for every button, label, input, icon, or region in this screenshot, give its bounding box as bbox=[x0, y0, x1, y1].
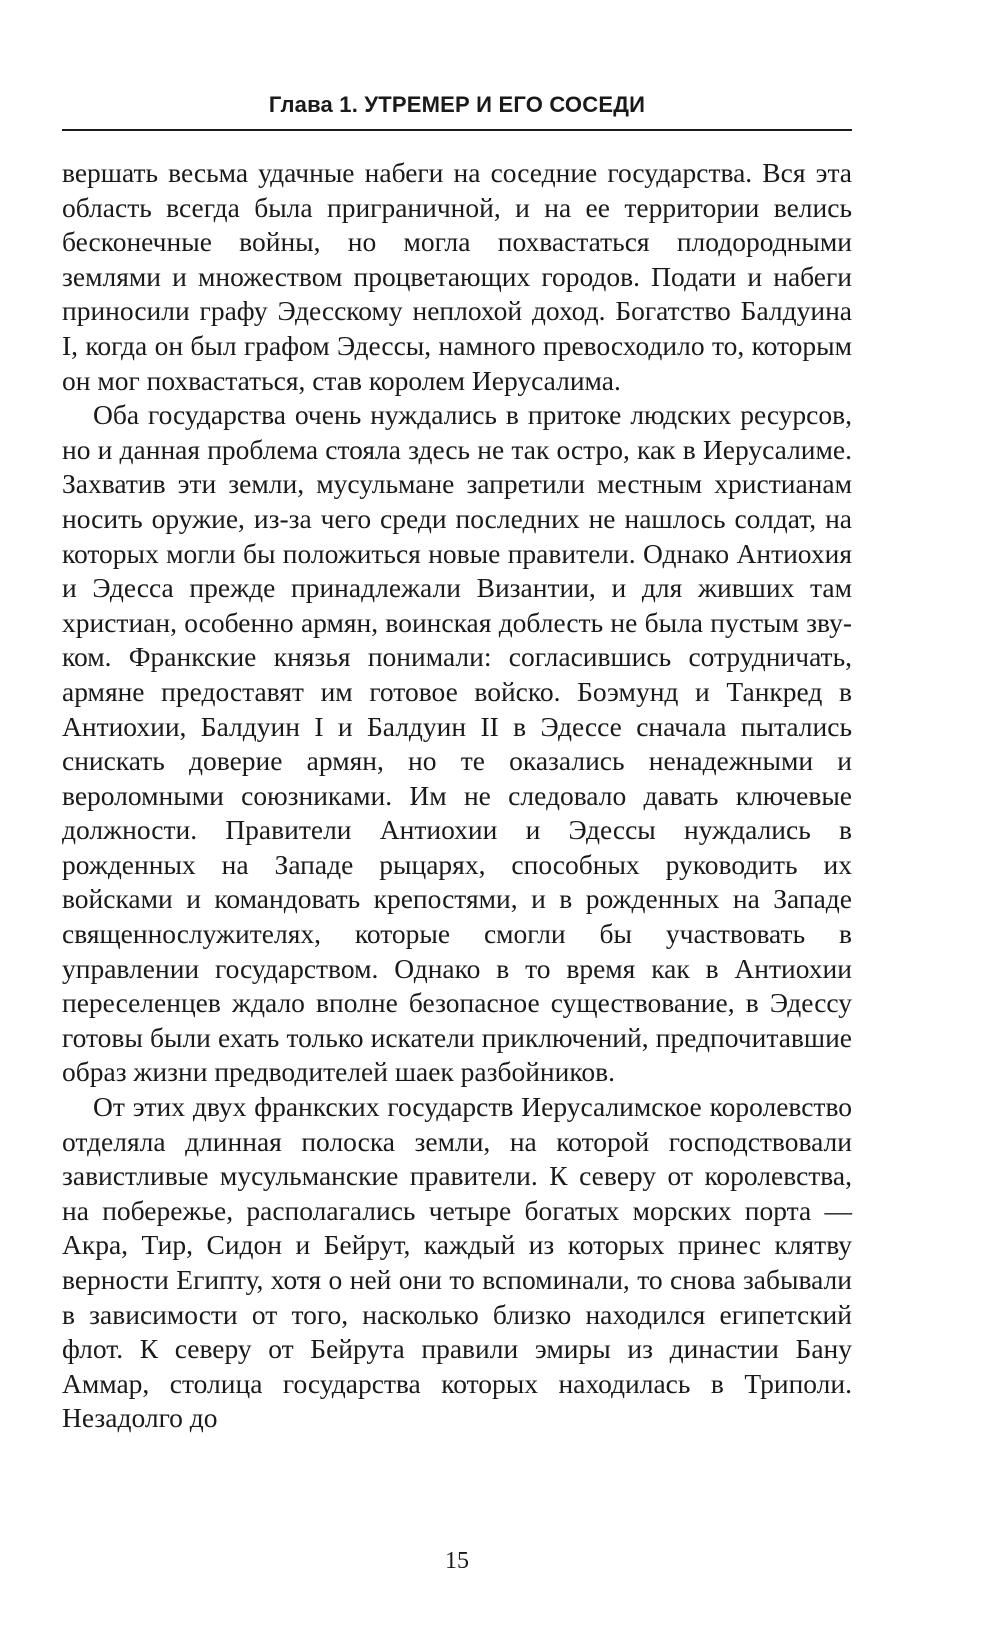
paragraph: От этих двух франкских государств Иерусалимское королевство отделяла длинная полоска земли, на которой господствовали завистливые мусульманские правители. К северу от королевства, на побережье, располагались четыре богатых морских порта — Акра, Тир, Сидон и Бейрут, каждый из которых принес клятву верности Египту, хотя о ней они то вспоминали, то снова забывали в зависимости от того, насколько близко находился египетский флот. К северу от Бейрута правили эмиры из династии Бану Аммар, столица государства которых находилась в Триполи. Незадолго до bbox=[62, 1091, 852, 1434]
body-text bbox=[62, 156, 852, 1436]
paragraph: Оба государства очень нуждались в притоке людских ресурсов, но и данная проблема стояла здесь не так остро, как в Иерусалиме. Захватив эти земли, мусульмане запретили местным христианам носить оружие, из-за чего среди последних не нашлось солдат, на которых могли бы положиться новые правители. Однако Антиохия и Эдесса прежде принадлежали Византии, и для живших там христиан, особенно армян, воинская доблесть не была пустым звуком. Франкские князья понимали: согласившись сотрудничать, армяне предоставят им готовое войско. Боэмунд и Танкред в Антиохии, Балдуин I и Балдуин II в Эдессе сначала пытались снискать доверие армян, но те оказались ненадежными и вероломными союзниками. Им не следовало давать ключевые должности. Правители Антиохии и Эдессы нуждались в рожденных на Западе рыцарях, способных руководить их войсками и командовать крепостями, и в рожденных на Западе священнослужителях, которые смогли бы участвовать в управлении государством. Однако в то время как в Антиохии переселенцев ждало вполне безопасное существование, в Эдессу готовы были ехать только искатели приключений, предпочитавшие образ жизни предводителей шаек разбойников. bbox=[62, 399, 852, 1088]
header-rule bbox=[62, 129, 852, 131]
page-number: 15 bbox=[445, 1548, 469, 1574]
paragraph-continuation: вершать весьма удачные набеги на соседние государства. Вся эта область всегда была приграничной, и на ее территории велись бесконечные войны, но могла похвастаться плодородными землями и множеством процветающих городов. Подати и набеги приносили графу Эдесскому неплохой доход. Богатство Балдуина I, когда он был графом Эдессы, намного превосходило то, которым он мог похвастаться, став королем Иерусалима. bbox=[62, 157, 852, 396]
running-head: Глава 1. УТРЕМЕР И ЕГО СОСЕДИ bbox=[268, 92, 646, 117]
